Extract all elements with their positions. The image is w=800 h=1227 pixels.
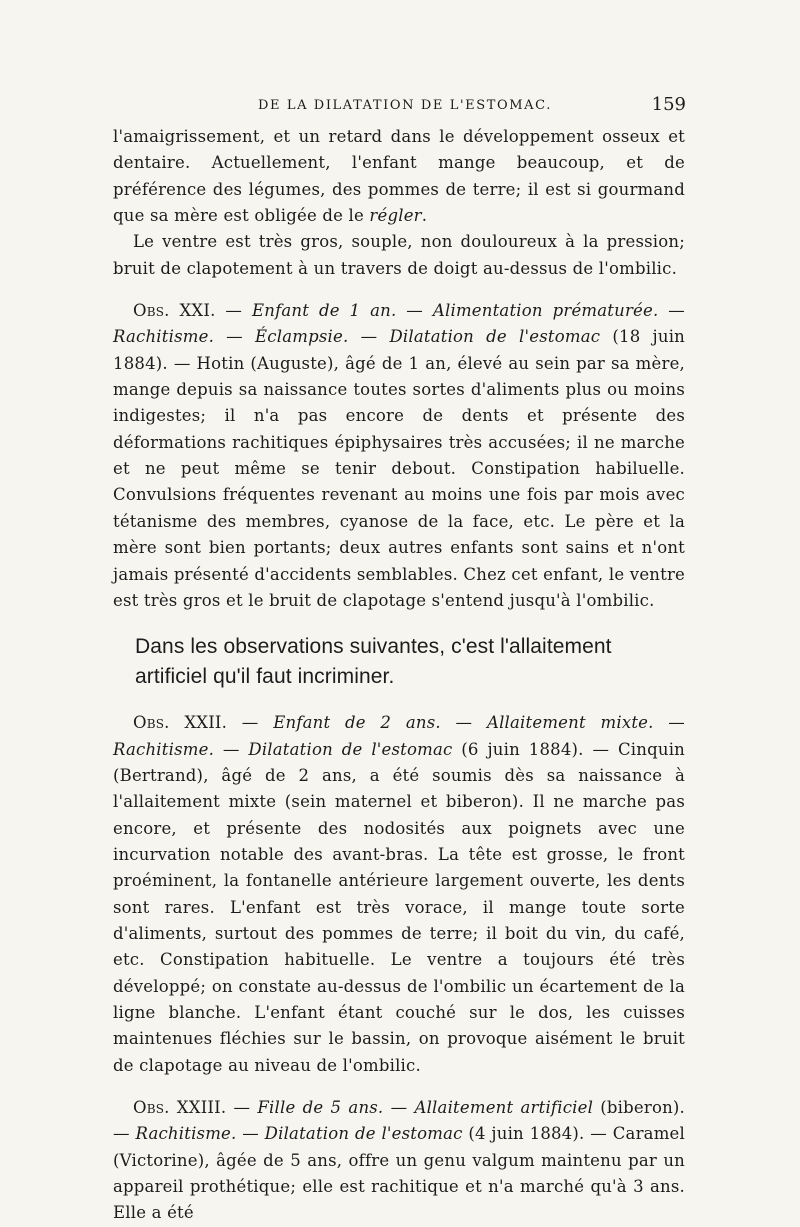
observation-text: (biberon). — — [113, 1098, 685, 1144]
obs-title: Enfant de 2 ans. — [273, 713, 441, 733]
running-head — [110, 96, 686, 120]
dash: — — [658, 301, 685, 321]
spacer — [113, 692, 685, 710]
spacer — [113, 1079, 685, 1095]
dash: — — [226, 1098, 258, 1117]
observation-xxii — [113, 710, 685, 1079]
obs-title: Alimentation prématurée. — [432, 301, 659, 321]
paragraph-end: . — [421, 206, 428, 226]
obs-title: Allaitement artificiel — [414, 1098, 594, 1117]
dash: — — [214, 739, 249, 759]
dash: — — [348, 327, 390, 347]
dash: — — [653, 713, 685, 733]
obs-title: Allaitement mixte. — [486, 713, 654, 733]
dash: — — [215, 301, 252, 321]
observation-body: (18 juin 1884). — Hotin (Auguste), âgé de 1 an, élevé au sein par sa mère, mange depuis sa naissance toutes sortes d'aliments plus ou moins indigestes; il n'a pas encore de dents et présente des déformations rachitiques épiphysaires très accusées; il ne marche et ne peut même se tenir debout. Constipation habiluelle. Convulsions fréquentes revenant au moins une fois par mois avec tétanisme des membres, cyanose de la face, etc. Le père et la mère sont bien portants; deux autres enfants sont sains et n'ont jamais présenté d'accidents semblables. Chez cet enfant, le ventre est très gros et le bruit de clapotage s'entend jusqu'à l'ombilic. — [113, 327, 686, 610]
observation-xxi — [113, 298, 685, 614]
obs-title: Fille de 5 ans. — [257, 1098, 384, 1117]
obs-title: Dilatation de l'estomac — [389, 327, 601, 347]
dash: — — [227, 713, 274, 733]
obs-title: Rachitisme. — [113, 327, 215, 347]
obs-title: Rachitisme. — [135, 1124, 237, 1144]
observation-body: (4 juin 1884). — Caramel (Victorine), âgée de 5 ans, offre un genu valgum maintenu par un appareil prothétique; elle est rachitique et n'a marché qu'à 3 ans. Elle a été — [113, 1124, 685, 1223]
page-number: 159 — [651, 94, 686, 115]
running-head-title: DE LA DILATATION DE L'ESTOMAC. — [258, 98, 552, 113]
dash: — — [214, 327, 256, 347]
obs-title: Rachitisme. — [113, 739, 215, 759]
emphasis-text: régler — [369, 206, 422, 226]
spacer — [113, 282, 685, 298]
section-heading: Dans les observations suivantes, c'est l'allaitement artificiel qu'il faut incriminer. — [135, 635, 612, 689]
observation-label: Obs. XXII. — [133, 713, 228, 733]
paragraph-text: l'amaigrissement, et un retard dans le développement osseux et dentaire. Actuellement, l'enfant mange beaucoup, et de préférence des légumes, des pommes de terre; il est si gourmand que sa mère est obligée de le — [113, 127, 685, 226]
paragraph-continuation — [113, 124, 685, 229]
spacer — [113, 614, 685, 632]
observation-xxiii — [113, 1095, 685, 1227]
obs-title: Enfant de 1 an. — [252, 301, 397, 321]
observation-label: Obs. XXIII. — [133, 1098, 227, 1117]
obs-title: Éclampsie. — [255, 327, 349, 347]
obs-title: Dilatation de l'estomac — [248, 739, 453, 759]
paragraph-ventre: Le ventre est très gros, souple, non douloureux à la pression; bruit de clapotement à un travers de doigt au-dessus de l'ombilic. — [113, 232, 685, 278]
observation-label: Obs. XXI. — [133, 301, 216, 321]
dash: — — [396, 301, 433, 321]
obs-title: Dilatation de l'estomac — [264, 1124, 463, 1144]
page-body — [113, 124, 685, 1227]
dash: — — [383, 1098, 415, 1117]
observation-body: (6 juin 1884). — Cinquin (Bertrand), âgé de 2 ans, a été soumis dès sa naissance à l'allaitement mixte (sein maternel et biberon). Il ne marche pas encore, et présente des nodosités aux poignets avec une incurvation notable des avant-bras. La tête est grosse, le front proéminent, la fontanelle antérieure largement ouverte, les dents sont rares. L'enfant est très vorace, il mange toute sorte d'aliments, surtout des pommes de terre; il boit du vin, du café, etc. Constipation habituelle. Le ventre a toujours été très développé; on constate au-dessus de l'ombilic un écartement de la ligne blanche. L'enfant étant couché sur le dos, les cuisses maintenues fléchies sur le bassin, on provoque aisément le bruit de clapotage au niveau de l'ombilic. — [113, 739, 685, 1075]
dash: — — [440, 713, 487, 733]
dash: — — [236, 1124, 265, 1144]
